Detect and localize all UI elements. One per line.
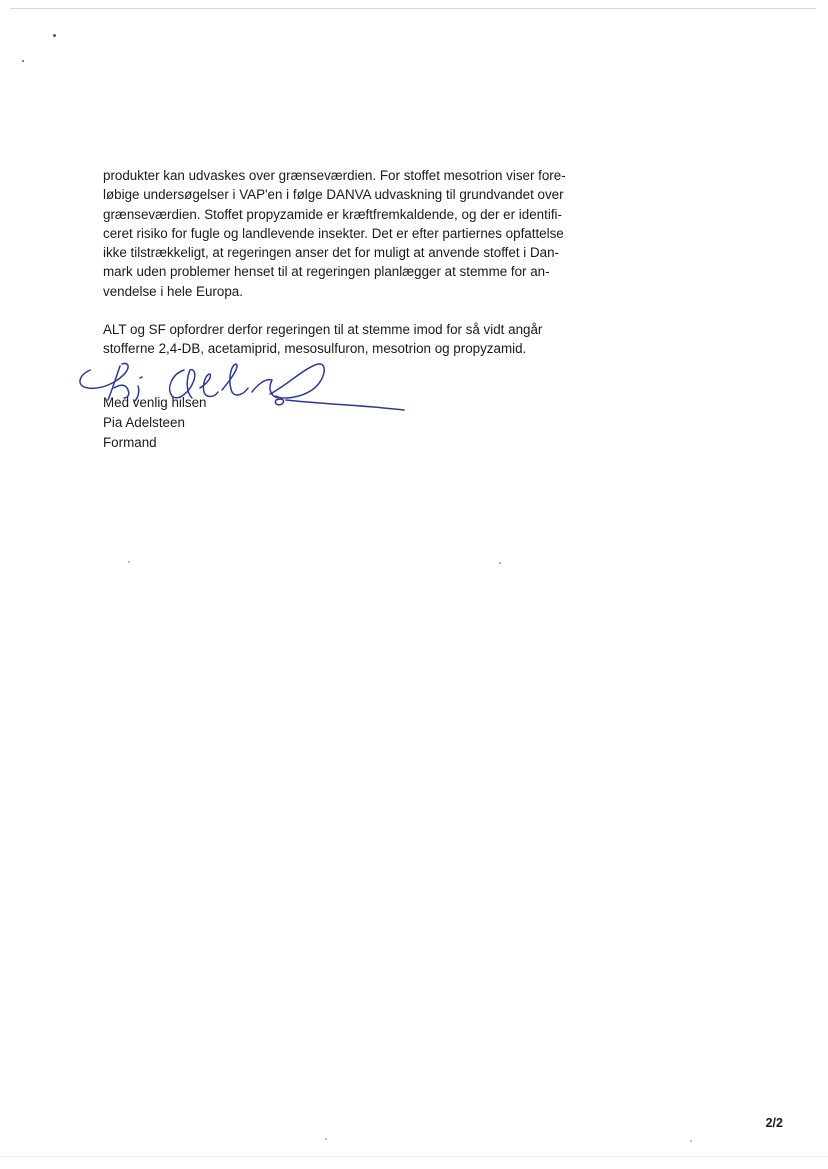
handwritten-signature	[72, 348, 412, 420]
scan-speck	[325, 1138, 327, 1140]
text-line: ceret risiko for fugle og landlevende insekter. Det er efter partiernes opfattelse	[103, 225, 564, 241]
text-line: stofferne 2,4-DB, acetamiprid, mesosulfuron, mesotrion og propyzamid.	[103, 341, 527, 357]
page-number: 2/2	[765, 1116, 783, 1130]
scan-speck	[53, 34, 56, 37]
scan-edge-top	[10, 8, 816, 9]
scan-speck	[128, 561, 130, 563]
signatory-role: Formand	[103, 435, 157, 450]
closing-greeting: Med venlig hilsen	[103, 395, 207, 410]
letter-body	[103, 166, 593, 359]
text-line: grænseværdien. Stoffet propyzamide er kræftfremkaldende, og der er identifi-	[103, 206, 562, 222]
paragraph-pesticide-assessment	[103, 166, 593, 301]
signatory-name: Pia Adelsteen	[103, 415, 185, 430]
text-line: ikke tilstrækkeligt, at regeringen anser det for muligt at anvende stoffet i Dan-	[103, 245, 560, 261]
text-line: løbige undersøgelser i VAP'en i følge DANVA udvaskning til grundvandet over	[103, 187, 564, 203]
scan-speck	[22, 60, 24, 62]
scan-speck	[690, 1140, 692, 1142]
text-line: ALT og SF opfordrer derfor regeringen til at stemme imod for så vidt angår	[103, 322, 543, 338]
text-line: mark uden problemer henset til at regeringen planlægger at stemme for an-	[103, 264, 550, 280]
scan-speck	[499, 562, 501, 564]
scan-edge-bottom	[0, 1156, 828, 1157]
text-line: vendelse i hele Europa.	[103, 283, 243, 299]
text-line: produkter kan udvaskes over grænseværdien. For stoffet mesotrion viser fore-	[103, 168, 566, 183]
